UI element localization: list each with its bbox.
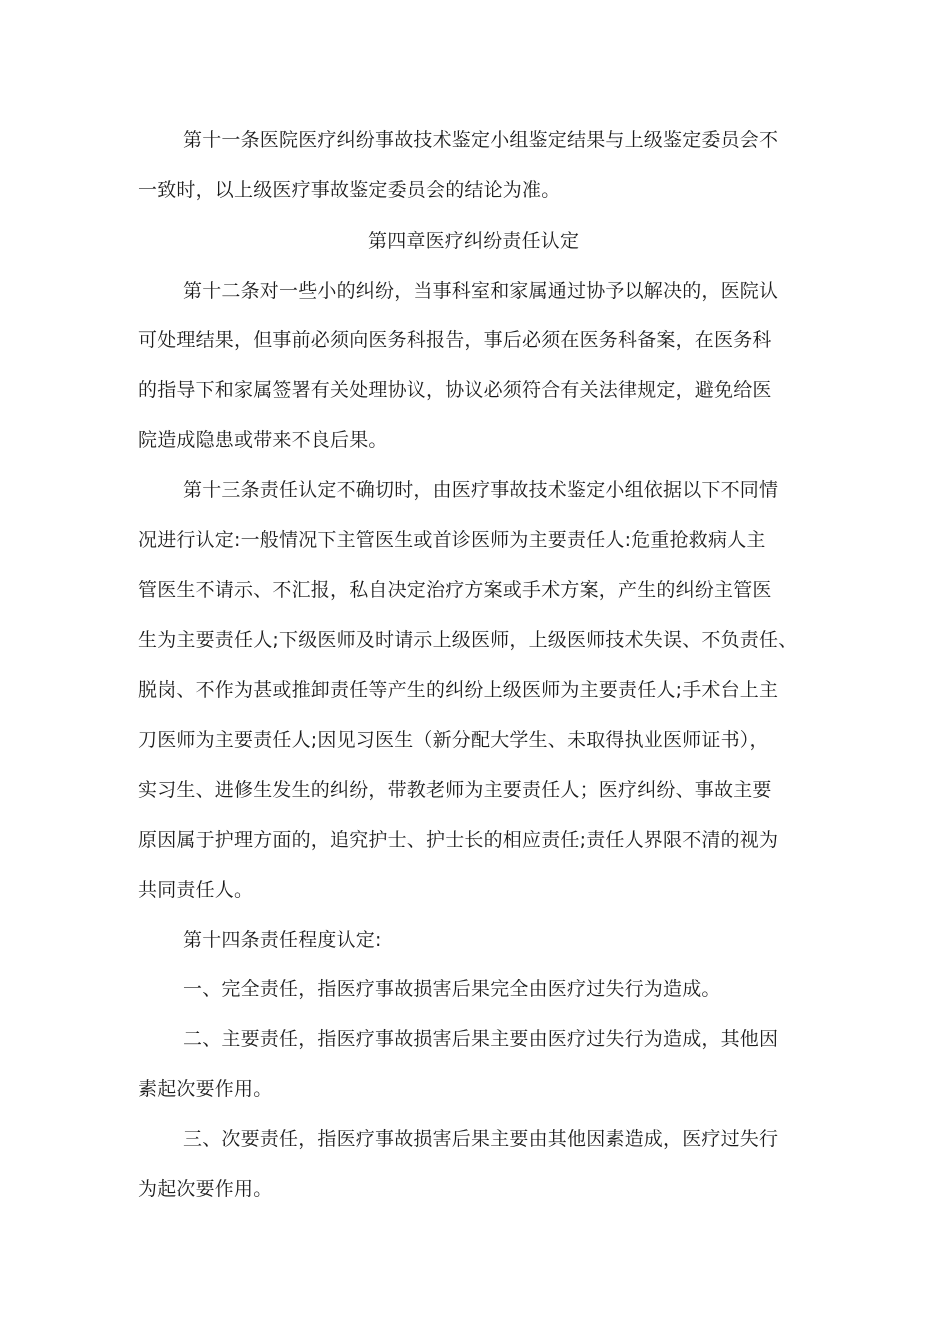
paragraph-12-line-3: 的指导下和家属签署有关处理协议，协议必须符合有关法律规定，避免给医 — [138, 379, 772, 401]
item-2-line-2: 素起次要作用。 — [138, 1078, 273, 1100]
paragraph-12-line-4: 院造成隐患或带来不良后果。 — [138, 429, 388, 451]
paragraph-13-line-5: 脱岗、不作为甚或推卸责任等产生的纠纷上级医师为主要责任人;手术台上主 — [138, 679, 779, 701]
paragraph-14-heading: 第十四条责任程度认定: — [183, 929, 382, 951]
paragraph-11-line-2: 一致时，以上级医疗事故鉴定委员会的结论为准。 — [138, 179, 561, 201]
paragraph-13-line-6: 刀医师为主要责任人;因见习医生（新分配大学生、未取得执业医师证书）， — [138, 729, 769, 751]
paragraph-13-line-1: 第十三条责任认定不确切时，由医疗事故技术鉴定小组依据以下不同情 — [183, 479, 779, 501]
item-2-line-1: 二、主要责任，指医疗事故损害后果主要由医疗过失行为造成，其他因 — [183, 1028, 779, 1050]
chapter-4-heading: 第四章医疗纠纷责任认定 — [368, 230, 580, 252]
paragraph-13-line-9: 共同责任人。 — [138, 879, 254, 901]
item-3-line-2: 为起次要作用。 — [138, 1178, 273, 1200]
paragraph-13-line-8: 原因属于护理方面的，追究护士、护士长的相应责任;责任人界限不清的视为 — [138, 829, 779, 851]
paragraph-11-line-1: 第十一条医院医疗纠纷事故技术鉴定小组鉴定结果与上级鉴定委员会不 — [183, 129, 779, 151]
paragraph-12-line-2: 可处理结果，但事前必须向医务科报告，事后必须在医务科备案，在医务科 — [138, 329, 772, 351]
item-1-line-1: 一、完全责任，指医疗事故损害后果完全由医疗过失行为造成。 — [183, 978, 721, 1000]
item-3-line-1: 三、次要责任，指医疗事故损害后果主要由其他因素造成，医疗过失行 — [183, 1128, 779, 1150]
paragraph-13-line-4: 生为主要责任人;下级医师及时请示上级医师，上级医师技术失误、不负责任、 — [138, 629, 798, 651]
paragraph-12-line-1: 第十二条对一些小的纠纷，当事科室和家属通过协予以解决的，医院认 — [183, 280, 779, 302]
paragraph-13-line-7: 实习生、进修生发生的纠纷，带教老师为主要责任人；医疗纠纷、事故主要 — [138, 779, 772, 801]
paragraph-13-line-3: 管医生不请示、不汇报，私自决定治疗方案或手术方案，产生的纠纷主管医 — [138, 579, 772, 601]
paragraph-13-line-2: 况进行认定:一般情况下主管医生或首诊医师为主要责任人:危重抢救病人主 — [138, 529, 766, 551]
